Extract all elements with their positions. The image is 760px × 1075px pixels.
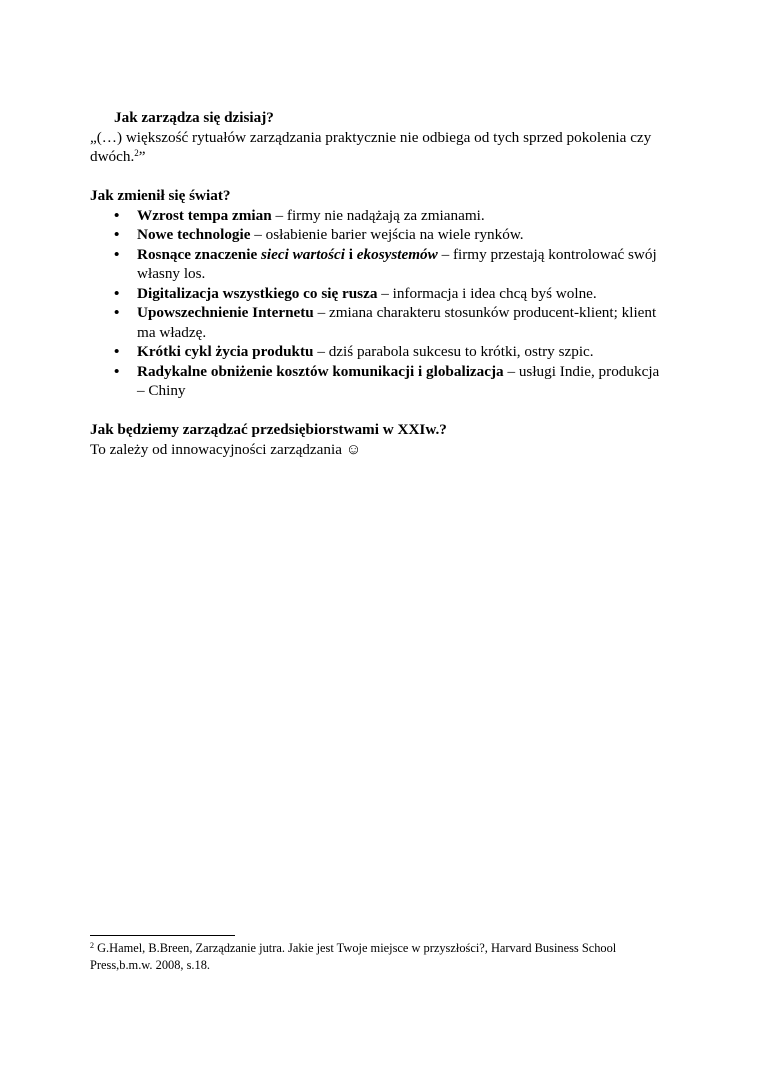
footnote-number: 2 (90, 941, 94, 950)
list-item (90, 362, 665, 401)
paragraph-spacer (90, 401, 665, 421)
quote-text: „(…) większość rytuałów zarządzania praktycznie nie odbiega od tych sprzed pokolenia czy dwóch. (90, 128, 652, 165)
section-heading-today: Jak zarządza się dzisiaj? (114, 109, 274, 126)
paragraph-spacer (90, 167, 665, 187)
bullet-icon: • (114, 304, 120, 321)
quote-close-mark: ” (138, 148, 146, 165)
smiley-icon: ☺ (345, 440, 362, 458)
list-item (90, 245, 665, 284)
item-title-italic: sieci wartości (261, 245, 345, 263)
list-item (90, 284, 665, 304)
quote-paragraph (90, 128, 665, 167)
item-description: – usługi Indie, produkcja – Chiny (137, 362, 660, 399)
bullet-icon: • (114, 362, 120, 380)
bullet-icon: • (114, 226, 120, 243)
item-title: Nowe technologie (137, 226, 251, 243)
section-heading-world: Jak zmienił się świat? (90, 187, 231, 204)
list-item (90, 225, 665, 245)
list-item (90, 206, 665, 226)
footnote-separator (90, 935, 235, 936)
item-description: – dziś parabola sukcesu to krótki, ostry szpic. (313, 343, 594, 360)
bullet-icon: • (114, 245, 120, 263)
item-description: – firmy przestają kontrolować swój własny los. (137, 245, 657, 282)
item-title: Wzrost tempa zmian (137, 206, 272, 224)
footnote (90, 940, 665, 974)
item-description: – firmy nie nadążają za zmianami. (271, 206, 485, 224)
item-description: – informacja i idea chcą byś wolne. (377, 284, 597, 302)
item-title: Krótki cykl życia produktu (137, 343, 314, 360)
item-title: Radykalne obniżenie kosztów komunikacji i globalizacja (137, 362, 504, 380)
footnote-text: G.Hamel, B.Breen, Zarządzanie jutra. Jakie jest Twoje miejsce w przyszłości?, Harvard Business School Press,b.m.w. 2008, s.18. (90, 941, 617, 972)
item-description: – zmiana charakteru stosunków producent-klient; klient ma władzę. (137, 304, 657, 341)
section-heading-future: Jak będziemy zarządzać przedsiębiorstwami w XXIw.? (90, 421, 447, 438)
bullet-icon: • (114, 343, 120, 360)
changes-list (90, 206, 665, 401)
item-title: Digitalizacja wszystkiego co się rusza (137, 284, 378, 302)
bullet-icon: • (114, 206, 120, 224)
item-title: Rosnące znaczenie (137, 245, 261, 263)
item-title-italic: ekosystemów (356, 245, 438, 263)
bullet-icon: • (114, 284, 120, 302)
closing-text: To zależy od innowacyjności zarządzania (90, 440, 342, 458)
list-item (90, 303, 665, 342)
footnote-reference: 2 (134, 148, 139, 158)
document-body (90, 108, 665, 459)
item-description: – osłabienie barier wejścia na wiele rynków. (250, 226, 524, 243)
item-title: Upowszechnienie Internetu (137, 304, 314, 321)
item-title-connector: i (344, 245, 357, 263)
list-item (90, 342, 665, 362)
closing-paragraph (90, 440, 665, 460)
